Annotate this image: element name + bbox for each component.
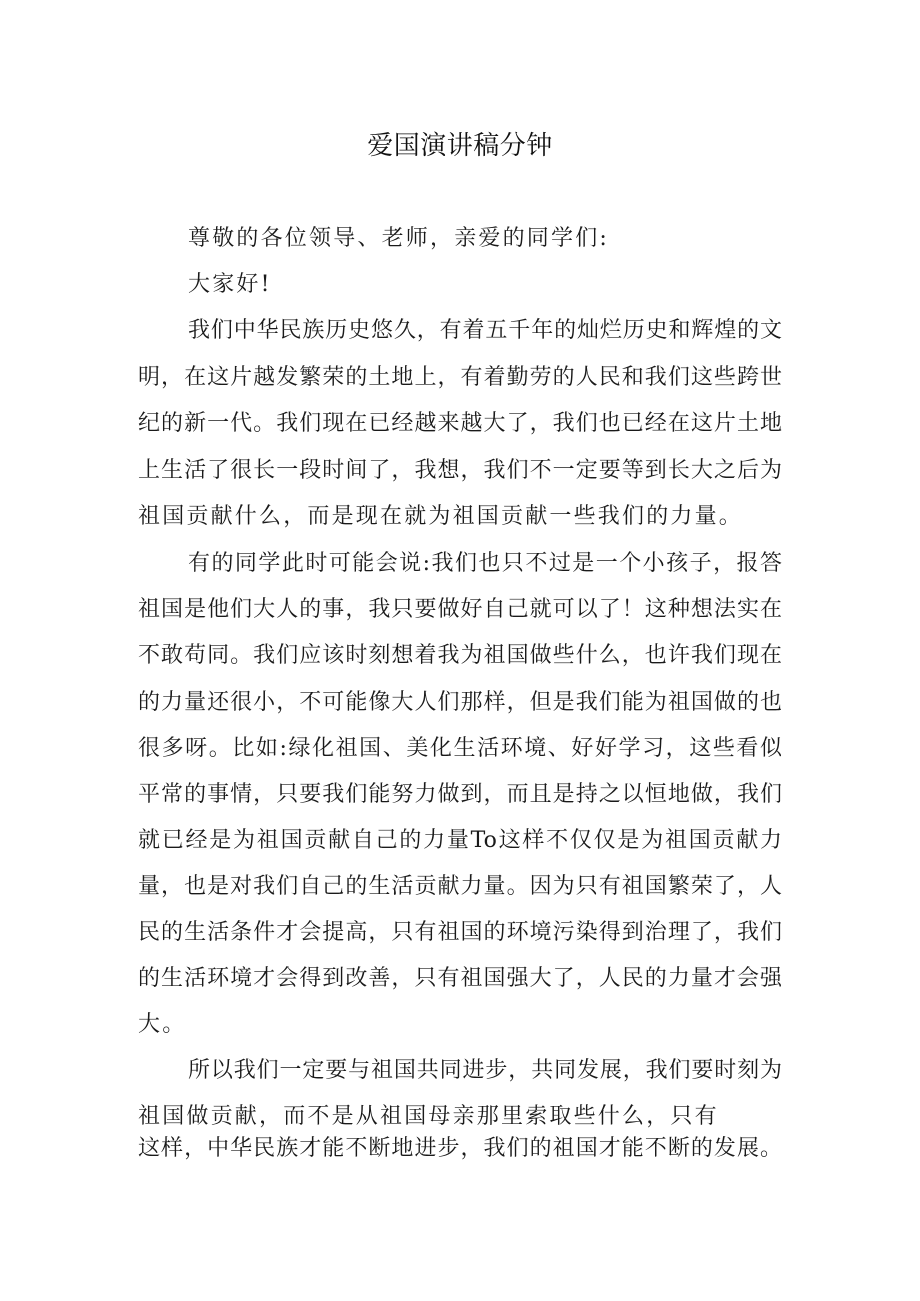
paragraph-2-line-3: 不敢苟同。我们应该时刻想着我为祖国做些什么，也许我们现在 xyxy=(138,643,782,668)
paragraph-1-line-3: 纪的新一代。我们现在已经越来越大了，我们也已经在这片土地 xyxy=(138,411,782,436)
paragraph-2-line-10: 的生活环境才会得到改善，只有祖国强大了，人民的力量才会强 xyxy=(138,966,782,991)
paragraph-1-line-5: 祖国贡献什么，而是现在就为祖国贡献一些我们的力量。 xyxy=(138,504,744,529)
paragraph-3-line-2: 祖国做贡献，而不是从祖国母亲那里索取些什么，只有 xyxy=(138,1104,719,1129)
paragraph-1-line-1: 我们中华民族历史悠久，有着五千年的灿烂历史和辉煌的文 xyxy=(188,318,782,343)
paragraph-2-line-11: 大。 xyxy=(138,1012,187,1037)
greeting: 大家好! xyxy=(188,272,272,297)
paragraph-2-line-8: 量，也是对我们自己的生活贡献力量。因为只有祖国繁荣了，人 xyxy=(138,874,782,899)
paragraph-2-line-2: 祖国是他们大人的事，我只要做好自己就可以了！这种想法实在 xyxy=(138,597,782,622)
paragraph-1-line-4: 上生活了很长一段时间了，我想，我们不一定要等到长大之后为 xyxy=(138,458,782,483)
paragraph-2-line-1: 有的同学此时可能会说:我们也只不过是一个小孩子，报答 xyxy=(188,551,782,576)
salutation: 尊敬的各位领导、老师，亲爱的同学们: xyxy=(188,226,610,251)
paragraph-3-line-1: 所以我们一定要与祖国共同进步，共同发展，我们要时刻为 xyxy=(188,1058,782,1083)
paragraph-1-line-2: 明，在这片越发繁荣的土地上，有着勤劳的人民和我们这些跨世 xyxy=(138,365,782,390)
paragraph-2-line-7: 就已经是为祖国贡献自己的力量To这样不仅仅是为祖国贡献力 xyxy=(138,828,782,853)
paragraph-2-line-6: 平常的事情，只要我们能努力做到，而且是持之以恒地做，我们 xyxy=(138,782,782,807)
document-title: 爱国演讲稿分钟 xyxy=(367,131,553,161)
paragraph-3-line-3: 这样，中华民族才能不断地进步，我们的祖国才能不断的发展。 xyxy=(138,1136,782,1161)
paragraph-2-line-5: 很多呀。比如:绿化祖国、美化生活环境、好好学习，这些看似 xyxy=(138,736,782,761)
paragraph-2-line-9: 民的生活条件才会提高，只有祖国的环境污染得到治理了，我们 xyxy=(138,920,782,945)
paragraph-2-line-4: 的力量还很小，不可能像大人们那样，但是我们能为祖国做的也 xyxy=(138,690,782,715)
